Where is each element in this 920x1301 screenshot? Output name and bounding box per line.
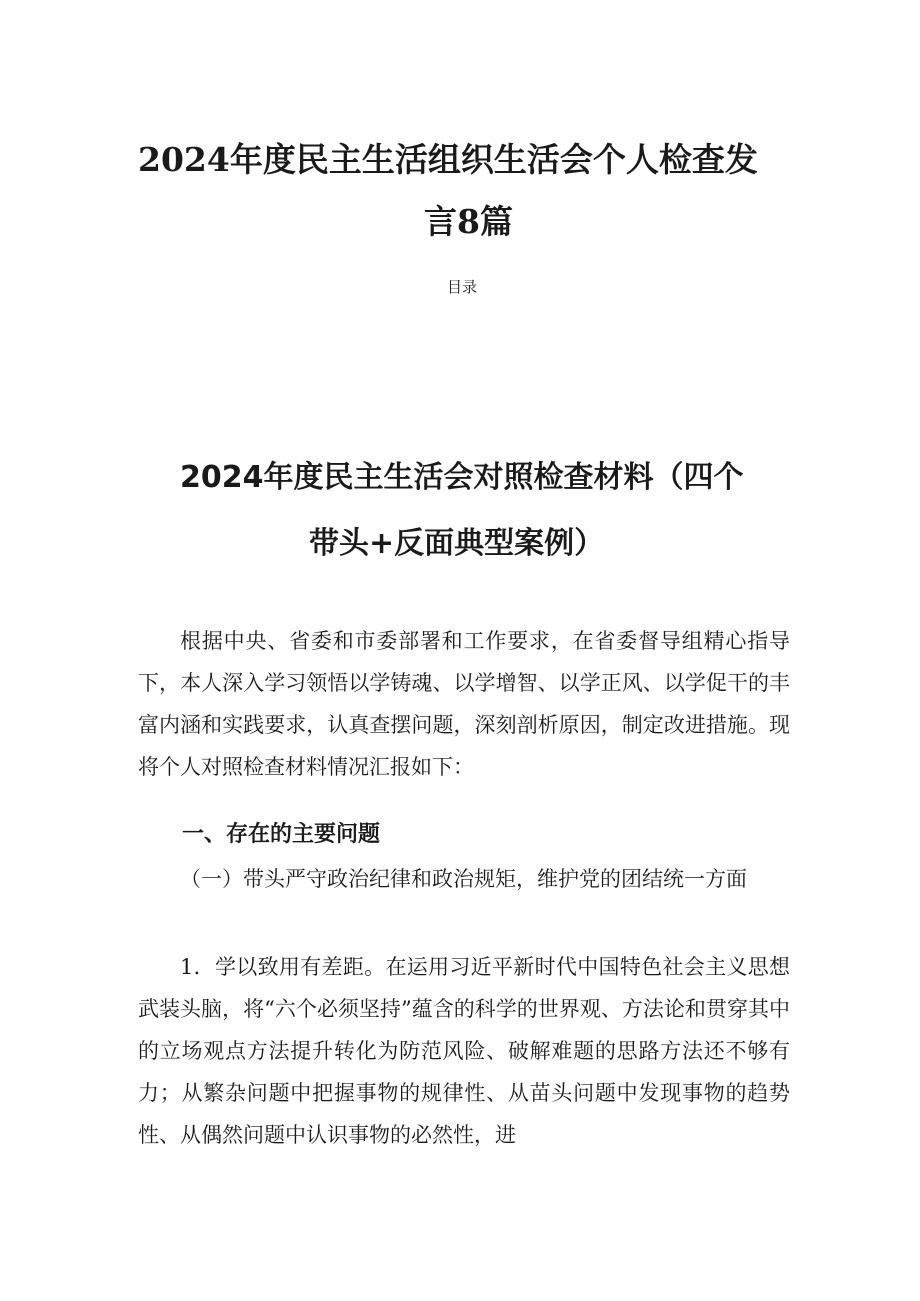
section-heading: 一、存在的主要问题 (182, 822, 381, 847)
document-title-line2: 言8篇 (424, 202, 513, 241)
document-title-line1: 2024年度民主生活组织生活会个人检查发 (138, 140, 758, 179)
sub-heading: （一）带头严守政治纪律和政治规矩，维护党的团结统一方面 (180, 867, 747, 891)
table-of-contents-label: 目录 (447, 278, 478, 296)
item-paragraph: 1．学以致用有差距。在运用习近平新时代中国特色社会主义思想武装头脑，将“六个必须坚持”蕴含的科学的世界观、方法论和贯穿其中的立场观点方法提升转化为防范风险、破解难题的思路方法还不够有力；从繁杂问题中把握事物的规律性、从苗头问题中发现事物的趋势性、从偶然问题中认识事物的必然性，进 (138, 955, 790, 1147)
section-title-line2: 带头+反面典型案例） (309, 526, 605, 561)
section-title-line1: 2024年度民主生活会对照检查材料（四个 (180, 460, 744, 495)
intro-paragraph: 根据中央、省委和市委部署和工作要求，在省委督导组精心指导下，本人深入学习领悟以学铸魂、以学增智、以学正风、以学促干的丰富内涵和实践要求，认真查摆问题，深刻剖析原因，制定改进措施。现将个人对照检查材料情况汇报如下： (138, 629, 790, 779)
